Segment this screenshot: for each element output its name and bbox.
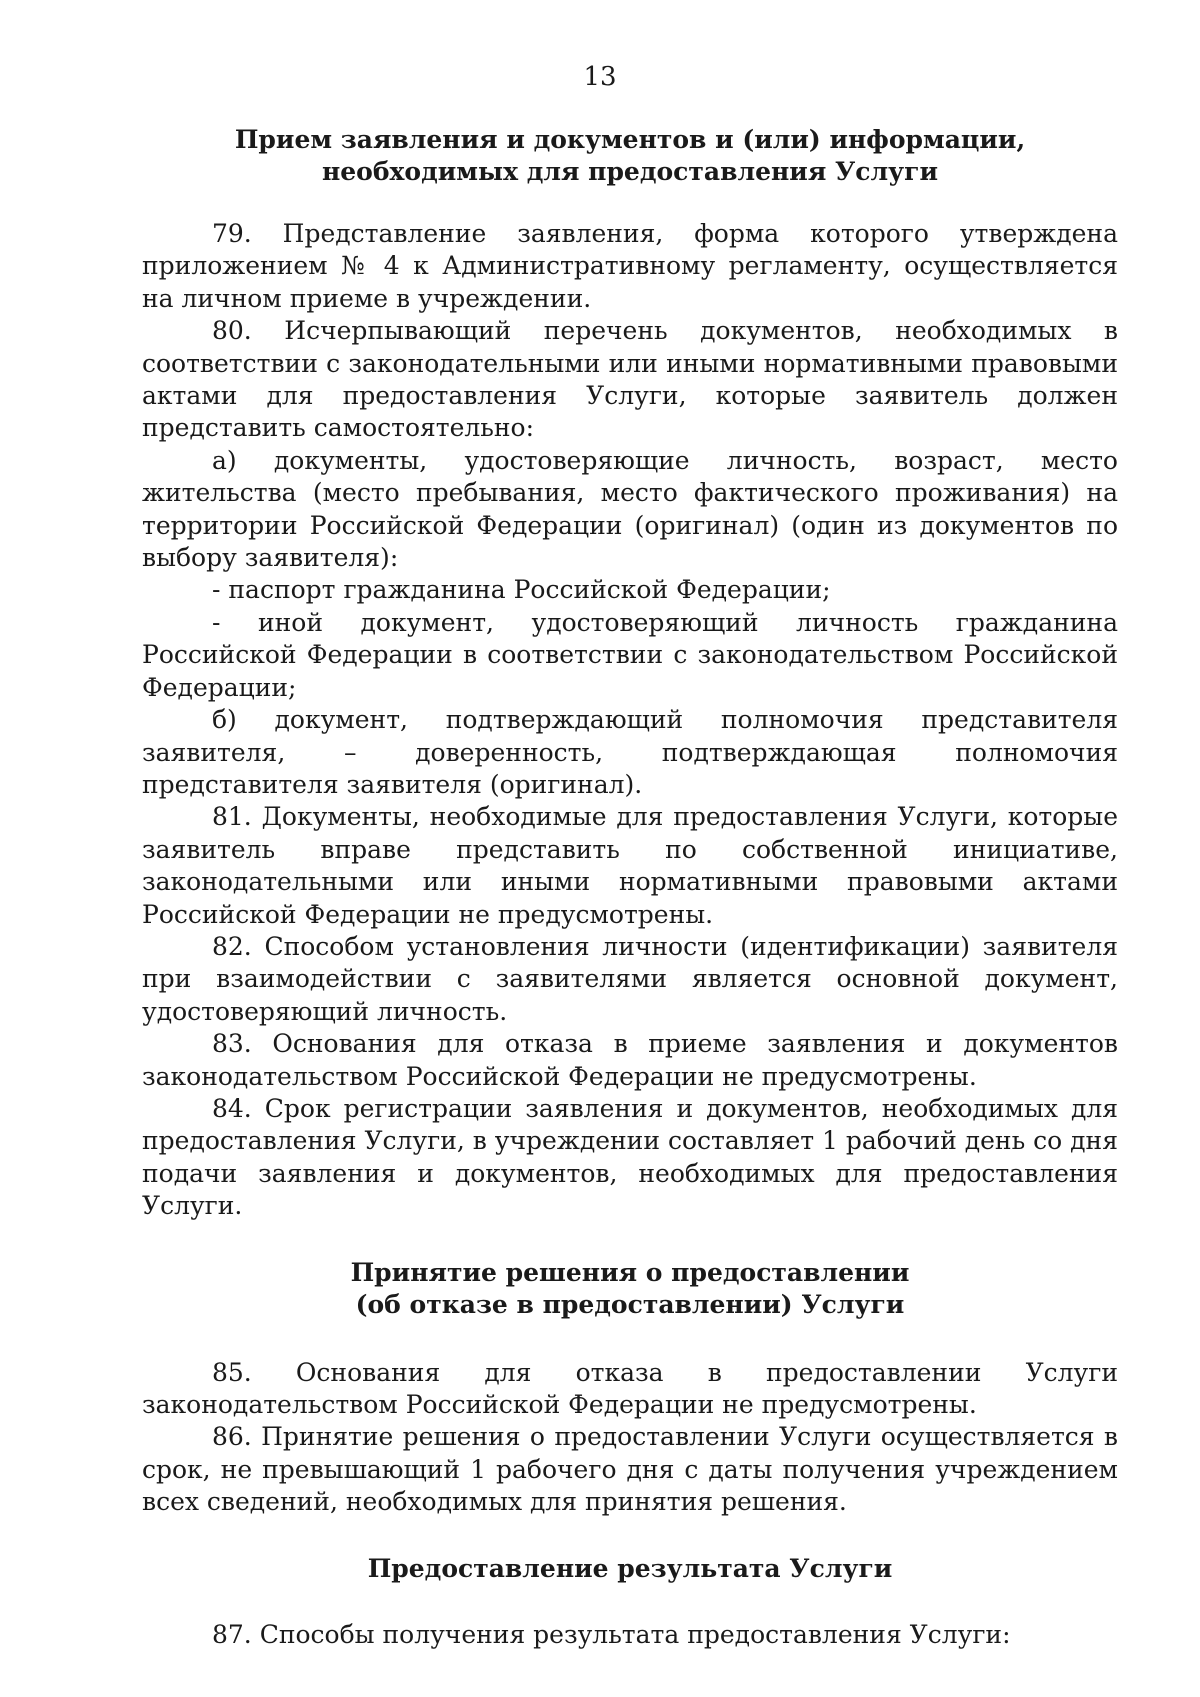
page-number: 13 [583,62,617,92]
heading-line: Принятие решения о предоставлении [350,1257,910,1287]
paragraph-79: 79. Представление заявления, форма которого утверждена приложением № 4 к Административному регламенту, осуществляется на личном приеме в учреждении. [142,219,1118,313]
paragraph-86: 86. Принятие решения о предоставлении Услуги осуществляется в срок, не превышающий 1 рабочего дня с даты получения учреждением всех сведений, необходимых для принятия решения. [142,1422,1118,1517]
heading-line: (об отказе в предоставлении) Услуги [355,1289,905,1319]
paragraph-81: 81. Документы, необходимые для предоставления Услуги, которые заявитель вправе представить по собственной инициативе, законодательными или иными нормативными правовыми актами Российской Федерации не предусмотрены. [142,802,1118,929]
heading-line: необходимых для предоставления Услуги [321,157,939,186]
heading-line: Прием заявления и документов и (или) информации, [234,125,1026,154]
document-body [142,124,1118,1651]
paragraph-80: 80. Исчерпывающий перечень документов, необходимых в соответствии с законодательными или иными нормативными правовыми актами для предоставления Услуги, которые заявитель должен представить самостоятельно: [142,316,1118,443]
paragraph-87: 87. Способы получения результата предоставления Услуги: [212,1619,1011,1649]
paragraph-80-item-a-passport: - паспорт гражданина Российской Федерации; [212,575,831,605]
paragraph-80-item-b: б) документ, подтверждающий полномочия представителя заявителя, – доверенность, подтверждающая полномочия представителя заявителя (оригинал). [142,705,1118,799]
paragraph-82: 82. Способом установления личности (идентификации) заявителя при взаимодействии с заявителями является основной документ, удостоверяющий личность. [142,931,1118,1026]
paragraph-85: 85. Основания для отказа в предоставлении Услуги законодательством Российской Федерации не предусмотрены. [142,1357,1118,1419]
heading-line: Предоставление результата Услуги [367,1553,893,1583]
section-heading-decision [142,1257,1118,1321]
section-heading-application-intake [142,124,1118,188]
paragraph-83: 83. Основания для отказа в приеме заявления и документов законодательством Российской Федерации не предусмотрены. [142,1029,1118,1091]
paragraph-84: 84. Срок регистрации заявления и документов, необходимых для предоставления Услуги, в учреждении составляет 1 рабочий день со дня подачи заявления и документов, необходимых для предоставления Услуги. [142,1093,1118,1221]
paragraph-80-item-a: а) документы, удостоверяющие личность, возраст, место жительства (место пребывания, место фактического проживания) на территории Российской Федерации (оригинал) (один из документов по выбору заявителя): [142,445,1118,573]
section-heading-result-delivery [142,1553,1118,1585]
paragraph-80-item-a-other-document: - иной документ, удостоверяющий личность гражданина Российской Федерации в соответствии с законодательством Российской Федерации; [142,607,1118,702]
